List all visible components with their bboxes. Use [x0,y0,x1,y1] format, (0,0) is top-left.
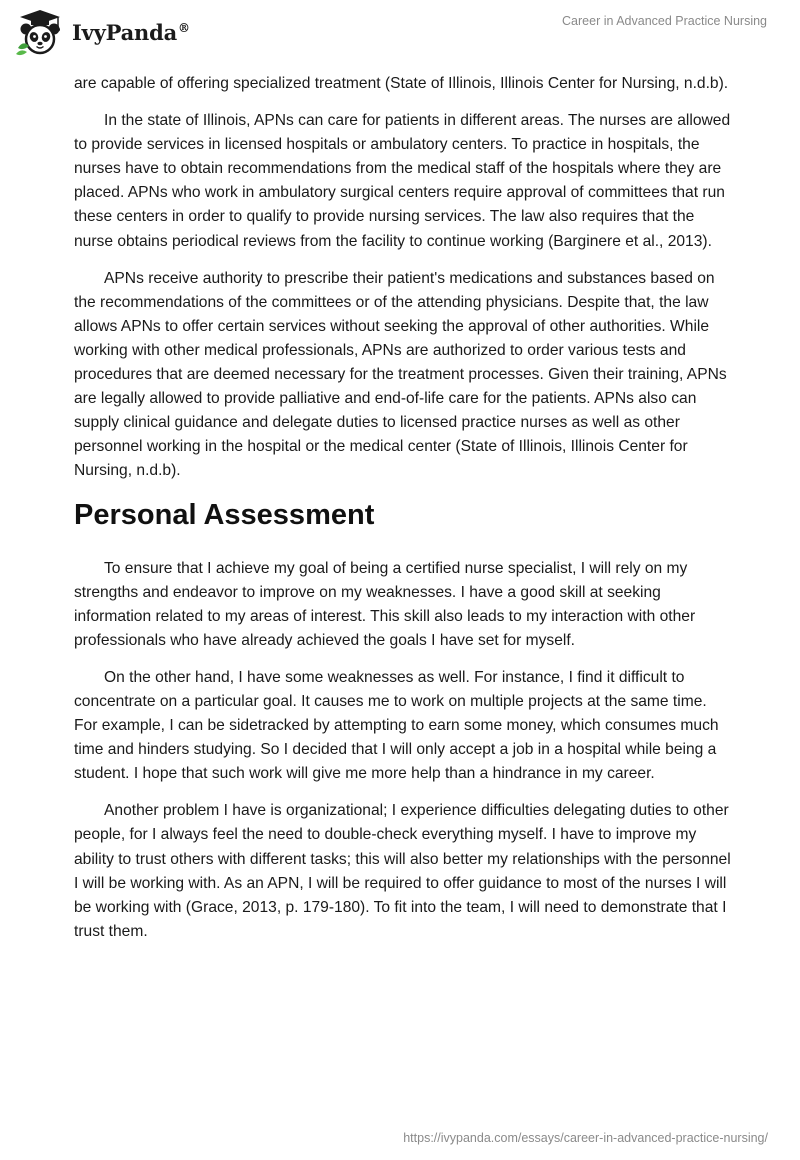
page-header [0,0,800,70]
paragraph: Another problem I have is organizational; I experience difficulties delegating duties to other people, for I always feel the need to double-check everything myself. I have to improve my ability to trust others with different tasks; this will also better my relationships with the personnel I will be working with. As an APN, I will be required to offer guidance to most of the nurses I will be working with (Grace, 2013, p. 179-180). To fit into the team, I will need to demonstrate that I trust them. [74,802,731,940]
panda-graduate-icon [14,8,66,56]
paragraph: are capable of offering specialized treatment (State of Illinois, Illinois Center for Nursing, n.d.b). [74,75,729,92]
source-url[interactable]: https://ivypanda.com/essays/career-in-advanced-practice-nursing/ [403,1131,768,1145]
section-heading: Personal Assessment [74,498,375,531]
paragraph: APNs receive authority to prescribe their patient's medications and substances based on the recommendations of the committees or of the attending physicians. Despite that, the law allows APNs to offer certain services without seeking the approval of other authorities. While working with other medical professionals, APNs are authorized to order various tests and procedures that are deemed necessary for the treatment processes. Given their training, APNs are legally allowed to provide palliative and end-of-life care for the patients. APNs also can supply clinical guidance and delegate duties to licensed practice nurses as well as other personnel working in the hospital or the medical center (State of Illinois, Illinois Center for Nursing, n.d.b). [74,269,727,480]
logo-wordmark: IvyPanda® [72,19,190,45]
paragraph: To ensure that I achieve my goal of being a certified nurse specialist, I will rely on my strengths and endeavor to improve on my weaknesses. I have a good skill at seeking information related to my areas of interest. This skill also leads to my interaction with other professionals who have already achieved the goals I have set for myself. [74,559,696,649]
essay-body [74,72,734,957]
registered-mark: ® [178,20,190,35]
paragraph: On the other hand, I have some weaknesses as well. For instance, I find it difficult to concentrate on a particular goal. It causes me to work on multiple projects at the same time. For example, I can be sidetracked by attempting to earn some money, which consumes much time and hinders studying. So I decided that I will only accept a job in a hospital while being a student. I hope that such work will give me more help than a hindrance in my career. [74,668,719,783]
paragraph: In the state of Illinois, APNs can care for patients in different areas. The nurses are allowed to provide services in licensed hospitals or ambulatory centers. To practice in hospitals, the nurses have to obtain recommendations from the medical staff of the hospitals where they are placed. APNs who work in ambulatory surgical centers require approval of committees that run these centers in order to qualify to provide nursing services. The law also requires that the nurse obtains periodical reviews from the facility to continue working (Barginere et al., 2013). [74,112,731,250]
running-title: Career in Advanced Practice Nursing [562,14,767,28]
ivypanda-logo[interactable] [14,8,190,56]
